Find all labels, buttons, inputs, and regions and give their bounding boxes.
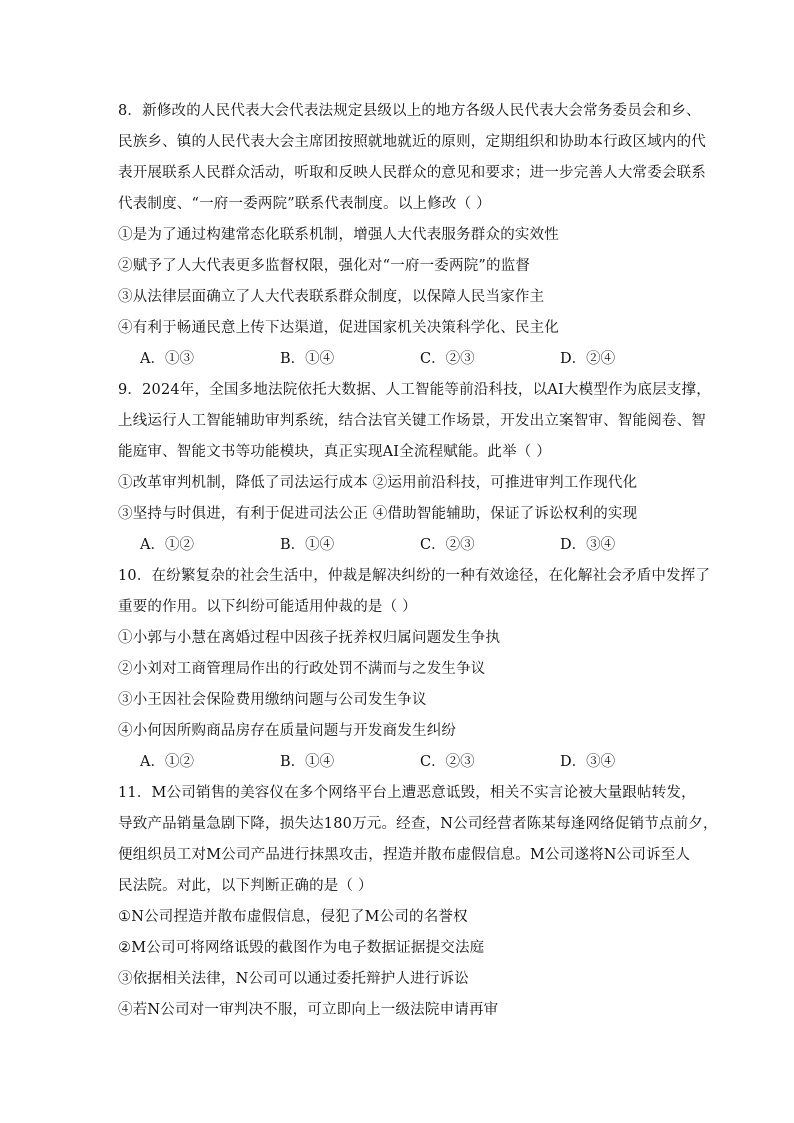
question-stem-line: 民法院。对此，以下判断正确的是（ ）: [118, 878, 373, 894]
option-c[interactable]: C．②③: [420, 754, 475, 770]
option-c[interactable]: C．②③: [420, 537, 475, 553]
option-b[interactable]: B．①④: [280, 754, 335, 770]
question-stem-line: 便组织员工对M公司产品进行抹黑攻击，捏造并散布虚假信息。M公司遂将N公司诉至人: [118, 847, 691, 863]
answer-options: [118, 530, 678, 561]
question-stem-line: 导致产品销量急剧下降，损失达180万元。经查，N公司经营者陈某每逢网络促销节点前夕，: [118, 816, 718, 832]
question-9: [118, 375, 711, 561]
option-a[interactable]: A．①②: [140, 537, 194, 553]
answer-options: [118, 344, 678, 375]
statement-item: ①改革审判机制，降低了司法运行成本 ②运用前沿科技，可推进审判工作现代化: [118, 475, 638, 491]
statement-item: ②小刘对工商管理局作出的行政处罚不满而与之发生争议: [118, 661, 486, 677]
option-a[interactable]: A．①③: [140, 351, 194, 367]
question-stem-line: 表开展联系人民群众活动，听取和反映人民群众的意见和要求；进一步完善人大常委会联系: [118, 165, 706, 181]
question-list: [118, 96, 718, 1026]
question-stem-line: 能庭审、智能文书等功能模块，真正实现AI全流程赋能。此举（ ）: [118, 444, 552, 460]
question-stem-line: 11．M公司销售的美容仪在多个网络平台上遭恶意诋毁，相关不实言论被大量跟帖转发，: [118, 785, 696, 801]
statement-item: ③小王因社会保险费用缴纳问题与公司发生争议: [118, 692, 427, 708]
question-stem-line: 代表制度、“一府一委两院”联系代表制度。以上修改（ ）: [118, 196, 491, 212]
option-b[interactable]: B．①④: [280, 537, 335, 553]
question-stem-line: 9．2024年，全国多地法院依托大数据、人工智能等前沿科技，以AI大模型作为底层支撑，: [118, 382, 711, 398]
option-c[interactable]: C．②③: [420, 351, 475, 367]
question-stem-line: 上线运行人工智能辅助审判系统，结合法官关键工作场景，开发出立案智审、智能阅卷、智: [118, 413, 706, 429]
option-b[interactable]: B．①④: [280, 351, 335, 367]
question-stem-line: 民族乡、镇的人民代表大会主席团按照就地就近的原则，定期组织和协助本行政区域内的代: [118, 134, 706, 150]
statement-item: ①小郭与小慧在离婚过程中因孩子抚养权归属问题发生争执: [118, 630, 501, 646]
statement-item: ①N公司捏造并散布虚假信息，侵犯了M公司的名誉权: [118, 909, 468, 925]
question-10: [118, 561, 711, 778]
question-stem-line: 10．在纷繁复杂的社会生活中，仲裁是解决纠纷的一种有效途径，在化解社会矛盾中发挥了: [118, 568, 711, 584]
option-d[interactable]: D．③④: [560, 537, 616, 553]
question-11: [118, 778, 718, 1026]
question-stem-line: 重要的作用。以下纠纷可能适用仲裁的是（ ）: [118, 599, 417, 615]
statement-item: ②赋予了人大代表更多监督权限，强化对“一府一委两院”的监督: [118, 258, 531, 274]
question-8: [118, 96, 706, 375]
statement-item: ④小何因所购商品房存在质量问题与开发商发生纠纷: [118, 723, 457, 739]
statement-item: ③从法律层面确立了人大代表联系群众制度，以保障人民当家作主: [118, 289, 545, 305]
option-a[interactable]: A．①②: [140, 754, 194, 770]
option-d[interactable]: D．③④: [560, 754, 616, 770]
statement-item: ④若N公司对一审判决不服，可立即向上一级法院申请再审: [118, 1002, 499, 1018]
answer-options: [118, 747, 678, 778]
statement-item: ③依据相关法律，N公司可以通过委托辩护人进行诉讼: [118, 971, 469, 987]
statement-item: ④有利于畅通民意上传下达渠道，促进国家机关决策科学化、民主化: [118, 320, 559, 336]
question-stem-line: 8．新修改的人民代表大会代表法规定县级以上的地方各级人民代表大会常务委员会和乡、: [118, 103, 701, 119]
option-d[interactable]: D．②④: [560, 351, 616, 367]
statement-item: ③坚持与时俱进，有利于促进司法公正 ④借助智能辅助，保证了诉讼权利的实现: [118, 506, 638, 522]
statement-item: ②M公司可将网络诋毁的截图作为电子数据证据提交法庭: [118, 940, 485, 956]
statement-item: ①是为了通过构建常态化联系机制，增强人大代表服务群众的实效性: [118, 227, 559, 243]
